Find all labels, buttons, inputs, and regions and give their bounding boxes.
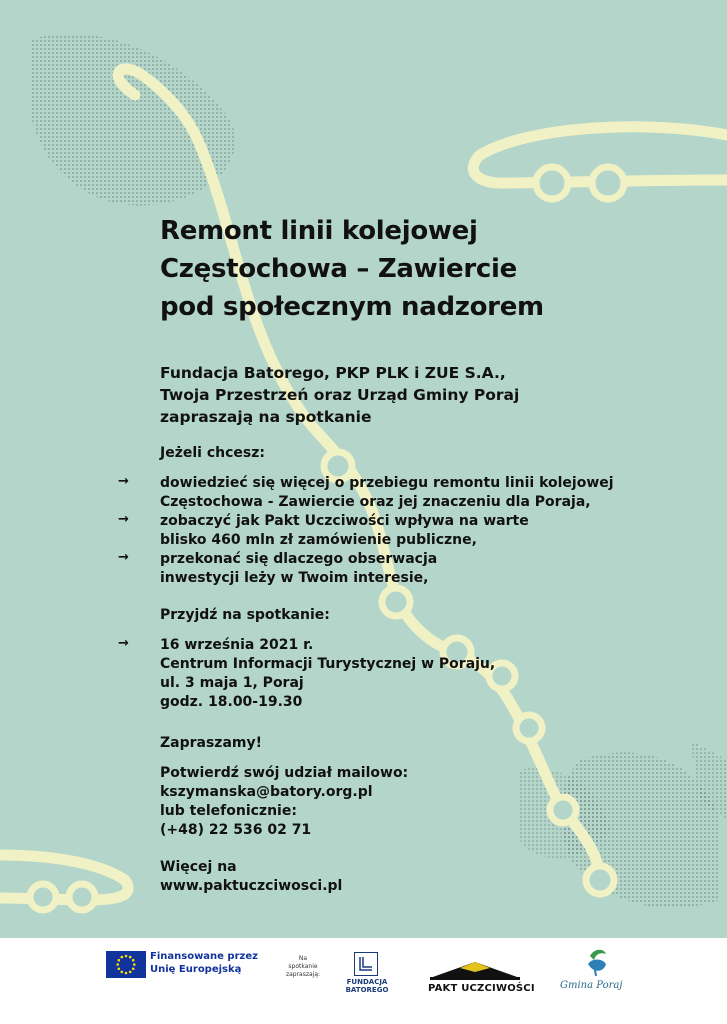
- meeting-details: [118, 636, 496, 712]
- bullet-1-line-2: Częstochowa - Zawiercie oraz jej znaczeniu dla Poraja,: [160, 494, 591, 510]
- intro-text: [160, 444, 265, 463]
- meeting-heading-text: Przyjdź na spotkanie:: [160, 607, 330, 623]
- intro-label: Jeżeli chcesz:: [160, 445, 265, 461]
- organizers: [160, 362, 519, 428]
- time-prefix: godz.: [160, 694, 209, 710]
- pakt-logo-text: PAKT UCZCIWOŚCI: [428, 983, 535, 994]
- eu-flag-icon: [106, 951, 146, 978]
- meeting-time: [160, 693, 495, 712]
- more-url-link[interactable]: www.paktuczciwosci.pl: [160, 878, 343, 894]
- title-line-2: Częstochowa – Zawiercie: [160, 254, 517, 284]
- na-line-2: spotkanie: [288, 963, 318, 970]
- title-line-3: pod społecznym nadzorem: [160, 292, 544, 322]
- bullet-item-1: [118, 474, 614, 512]
- organizers-line-3: zapraszają na spotkanie: [160, 408, 372, 426]
- bullet-1-line-1: dowiedzieć się więcej o przebiegu remontu linii kolejowej: [160, 475, 614, 491]
- address-prefix: ul.: [160, 675, 185, 691]
- batory-logo-text: [344, 978, 390, 994]
- meeting-place: Centrum Informacji Turystycznej w Poraju,: [160, 656, 496, 672]
- poraj-logo-icon: [582, 946, 612, 978]
- address-street: 3 maja 1: [184, 675, 253, 691]
- bullet-3-line-1: przekonać się dlaczego obserwacja: [160, 551, 438, 567]
- organizers-line-1: Fundacja Batorego, PKP PLK i ZUE S.A.,: [160, 364, 506, 382]
- organizers-line-2: Twoja Przestrzeń oraz Urząd Gminy Poraj: [160, 386, 520, 404]
- meeting-date: 16 września 2021 r.: [160, 637, 314, 653]
- poraj-logo-text: Gmina Poraj: [560, 980, 623, 991]
- na-line-1: Na: [298, 955, 308, 962]
- address-suffix: , Poraj: [252, 675, 304, 691]
- bullet-item-3: [118, 550, 438, 588]
- bullet-3-line-2: inwestycji leży w Twoim interesie,: [160, 570, 429, 586]
- arrow-icon: →: [118, 474, 129, 489]
- batory-logo-icon: [354, 952, 378, 976]
- invitation-note: [283, 955, 323, 979]
- more-label: Więcej na: [160, 859, 237, 875]
- arrow-icon: →: [118, 512, 129, 527]
- confirm-block: [160, 764, 408, 840]
- na-line-3: zapraszają:: [285, 971, 321, 978]
- meeting-address: [160, 674, 495, 693]
- batory-line-2: BATOREGO: [345, 986, 389, 994]
- confirm-line-2: lub telefonicznie:: [160, 803, 297, 819]
- confirm-line-1: Potwierdź swój udział mailowo:: [160, 765, 409, 781]
- bullet-2-line-1: zobaczyć jak Pakt Uczciwości wpływa na warte: [160, 513, 529, 529]
- poster-title: [160, 212, 680, 326]
- meeting-heading: [160, 606, 330, 625]
- title-line-1: Remont linii kolejowej: [160, 216, 478, 246]
- eu-funding-text: [150, 950, 258, 976]
- eu-line-2: Unię Europejską: [150, 964, 242, 975]
- confirm-phone[interactable]: (+48) 22 536 02 71: [160, 822, 312, 838]
- more-block: [160, 858, 342, 896]
- batory-line-1: FUNDACJA: [346, 978, 388, 986]
- arrow-icon: →: [118, 636, 129, 651]
- bullet-2-line-2: blisko 460 mln zł zamówienie publiczne,: [160, 532, 477, 548]
- arrow-icon: →: [118, 550, 129, 565]
- eu-line-1: Finansowane przez: [150, 951, 258, 962]
- time-range: 18.00-19.30: [208, 694, 303, 710]
- invite: [160, 734, 262, 753]
- pakt-logo-icon: [430, 958, 520, 982]
- bullet-item-2: [118, 512, 529, 550]
- confirm-email-link[interactable]: kszymanska@batory.org.pl: [160, 784, 373, 800]
- invite-text: Zapraszamy!: [160, 735, 262, 751]
